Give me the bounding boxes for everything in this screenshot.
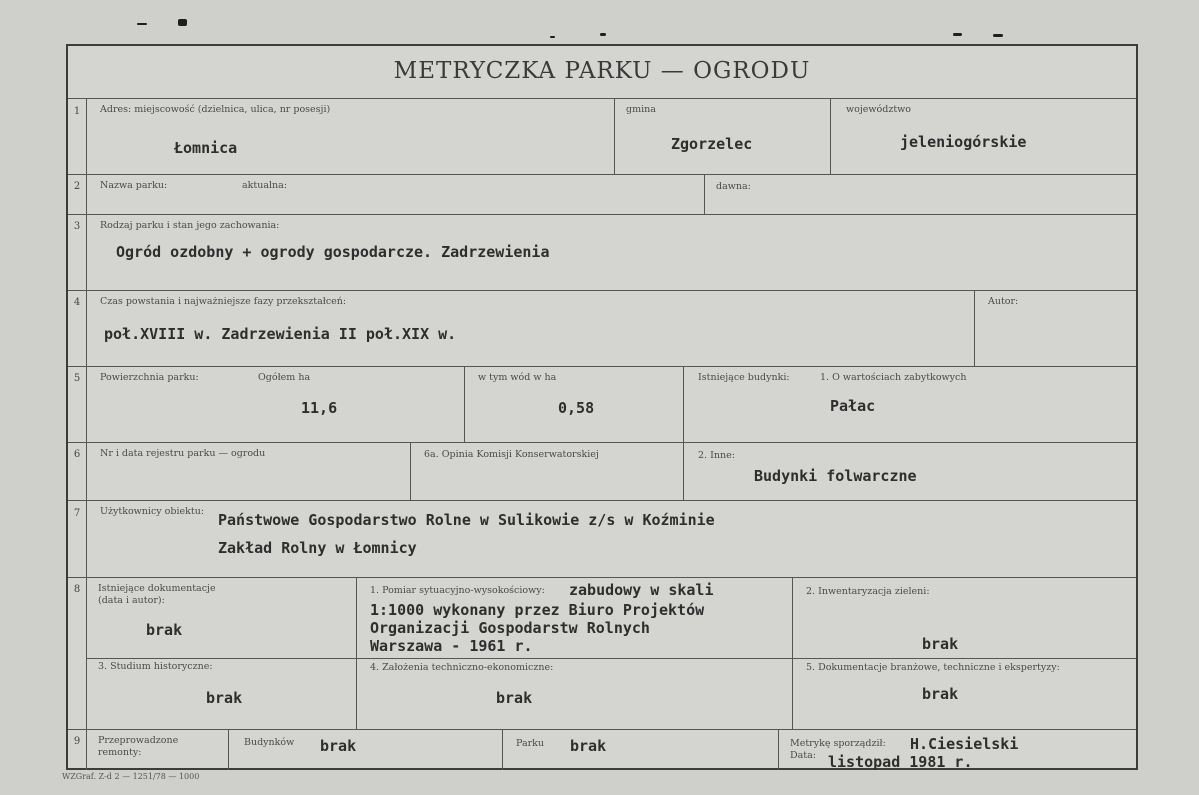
park-repairs-value: brak [570,737,607,755]
former-name-label: dawna: [716,181,751,192]
survey-value-line2: 1:1000 wykonany przez Biuro Projektów [370,601,705,619]
row-number: 8 [73,584,81,595]
history-study-value: brak [206,689,243,707]
ink-speck [550,36,555,38]
voivodeship-value: jeleniogórskie [900,133,1027,151]
row-number: 6 [73,449,81,460]
park-type-value: Ogród ozdobny + ogrody gospodarcze. Zadrzewienia [116,243,550,261]
print-footer: WZGraf. Z-d 2 — 1251/78 — 1000 [62,772,200,781]
number-column-divider [86,98,87,770]
survey-label: 1. Pomiar sytuacyjno-wysokościowy: [370,585,545,596]
water-area-label: w tym wód w ha [478,372,557,383]
row-number: 4 [73,297,81,308]
row-number: 7 [73,508,81,519]
users-value-line1: Państwowe Gospodarstwo Rolne w Sulikowie z/s w Koźminie [218,511,715,529]
docs-label: Istniejące dokumentacje [98,583,216,594]
row-divider [68,174,1136,175]
gmina-value: Zgorzelec [671,135,753,153]
branch-docs-value: brak [922,685,959,703]
row-number: 9 [73,736,81,747]
monument-buildings-label: 1. O wartościach zabytkowych [820,372,967,383]
cell-divider [228,729,229,770]
survey-value-line3: Organizacji Gospodarstw Rolnych [370,619,650,637]
address-value: Łomnica [174,139,238,157]
date-value: listopad 1981 r. [828,753,973,771]
gmina-label: gmina [626,104,656,115]
users-label: Użytkownicy obiektu: [100,506,205,517]
origin-label: Czas powstania i najważniejsze fazy przekształceń: [100,296,347,307]
page-title: METRYCZKA PARKU — OGRODU [393,58,811,84]
other-buildings-label: 2. Inne: [698,450,735,461]
row-divider [68,98,1136,99]
commission-opinion-label: 6a. Opinia Komisji Konserwatorskiej [424,449,599,460]
author-label: Autor: [988,296,1019,307]
ink-speck [137,23,147,25]
cell-divider [356,577,357,729]
row-divider [68,214,1136,215]
park-type-label: Rodzaj parku i stan jego zachowania: [100,220,280,231]
tech-econ-label: 4. Założenia techniczno-ekonomiczne: [370,662,554,673]
other-buildings-value: Budynki folwarczne [754,467,917,485]
row-divider [68,366,1136,367]
cell-divider [683,442,684,500]
cell-divider [502,729,503,770]
total-area-value: 11,6 [301,399,338,417]
park-area-label: Powierzchnia parku: [100,372,199,383]
row-divider [68,577,1136,578]
tech-econ-value: brak [496,689,533,707]
monument-buildings-value: Pałac [830,397,876,415]
ink-speck [953,33,962,36]
prepared-by-value: H.Ciesielski [910,735,1019,753]
history-study-label: 3. Studium historyczne: [98,661,213,672]
park-repairs-label: Parku [516,738,545,749]
address-label: Adres: miejscowość (dzielnica, ulica, nr posesji) [100,104,331,115]
water-area-value: 0,58 [558,399,595,417]
docs-value: brak [146,621,183,639]
row-number: 1 [73,106,81,117]
current-name-label: aktualna: [242,180,288,191]
buildings-repairs-label: Budynków [244,737,295,748]
existing-buildings-label: Istniejące budynki: [698,372,790,383]
origin-value: poł.XVIII w. Zadrzewienia II poł.XIX w. [104,325,457,343]
row-divider [86,658,1136,659]
buildings-repairs-value: brak [320,737,357,755]
cell-divider [974,290,975,366]
row-divider [68,290,1136,291]
total-area-label: Ogółem ha [258,372,311,383]
ink-speck [178,19,187,26]
row-divider [68,442,1136,443]
row-number: 2 [73,181,81,192]
row-divider [68,500,1136,501]
row-number: 5 [73,373,81,384]
greenery-inventory-value: brak [922,635,959,653]
survey-value-line4: Warszawa - 1961 r. [370,637,533,655]
cell-divider [410,442,411,500]
cell-divider [704,174,705,214]
repairs-label: remonty: [98,747,142,758]
cell-divider [683,366,684,442]
ink-speck [600,33,606,36]
docs-label: (data i autor): [98,595,165,606]
cell-divider [614,98,615,174]
voivodeship-label: województwo [846,104,912,115]
park-name-label: Nazwa parku: [100,180,168,191]
greenery-inventory-label: 2. Inwentaryzacja zieleni: [806,586,930,597]
cell-divider [464,366,465,442]
cell-divider [830,98,831,174]
prepared-by-label: Metrykę sporządził: [790,738,886,749]
park-record-card [66,44,1138,770]
cell-divider [778,729,779,770]
users-value-line2: Zakład Rolny w Łomnicy [218,539,417,557]
ink-speck [993,34,1003,37]
survey-value-line1: zabudowy w skali [569,581,714,599]
branch-docs-label: 5. Dokumentacje branżowe, techniczne i ekspertyzy: [806,662,1060,673]
row-number: 3 [73,221,81,232]
cell-divider [792,577,793,729]
register-label: Nr i data rejestru parku — ogrodu [100,448,266,459]
date-label: Data: [790,750,816,761]
repairs-label: Przeprowadzone [98,735,179,746]
